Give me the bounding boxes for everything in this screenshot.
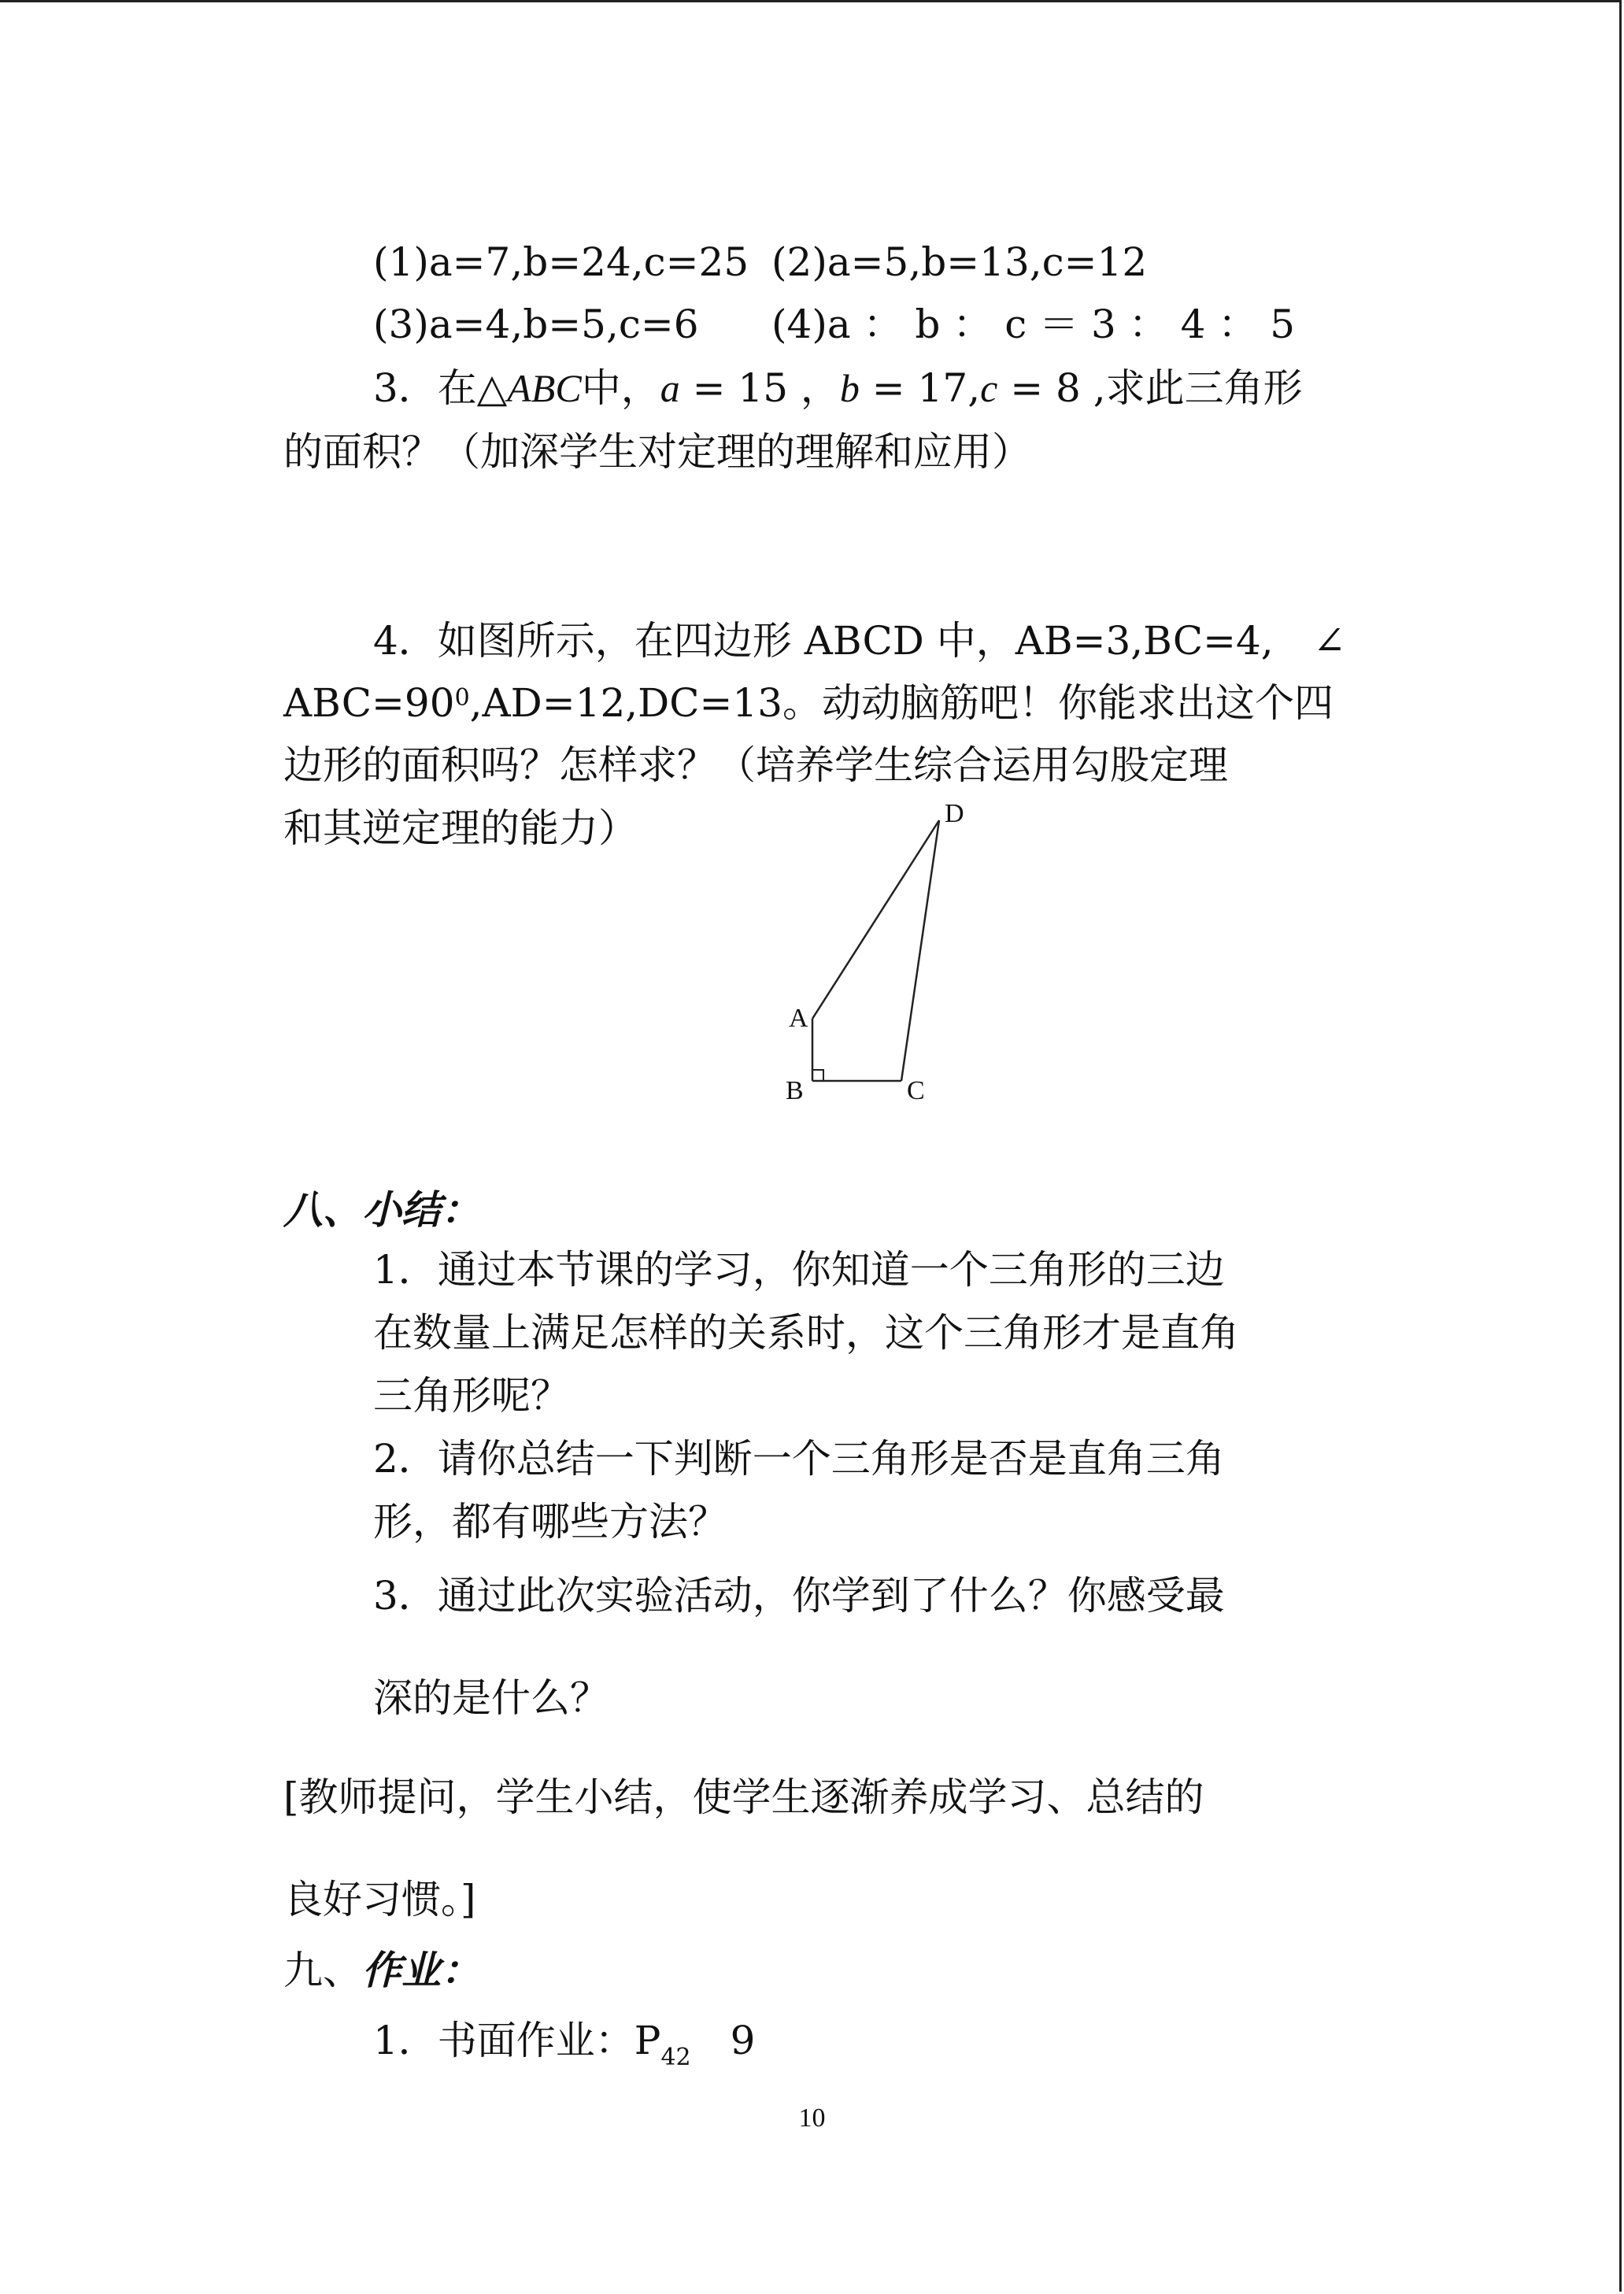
section-9-heading — [283, 1946, 480, 1995]
quadrilateral-figure — [756, 795, 992, 1126]
problem-3-line-2: 的面积？（加深学生对定理的理解和应用） — [283, 429, 1031, 475]
homework-exercise-number: 9 — [690, 2018, 756, 2063]
page-number: 10 — [798, 2103, 826, 2133]
exercise-item-1: (1)a=7,b=24,c=25 — [373, 239, 749, 285]
homework-prefix: 1．书面作业：P — [373, 2018, 661, 2063]
value-a: = 15 ， — [679, 365, 840, 411]
problem-4-line-4: 和其逆定理的能力） — [283, 805, 638, 851]
triangle-name: ABC — [507, 366, 582, 410]
section-9-number: 九、 — [283, 1948, 362, 1993]
exercise-item-3: (3)a=4,b=5,c=6 — [373, 302, 699, 347]
problem-4-line-1: 4．如图所示，在四边形 ABCD 中，AB=3,BC=4, ∠ — [373, 618, 1346, 664]
summary-q1-line-2: 在数量上满足怎样的关系时，这个三角形才是直角 — [373, 1310, 1239, 1356]
edge-dc — [901, 820, 939, 1081]
section-9-title: 作业： — [362, 1948, 480, 1993]
summary-q1-line-3: 三角形呢？ — [373, 1373, 570, 1419]
value-b: = 17, — [859, 365, 981, 411]
problem-3-mid: 中， — [581, 365, 660, 411]
value-c: = 8 ,求此三角形 — [997, 365, 1303, 411]
summary-q1-line-1: 1．通过本节课的学习，你知道一个三角形的三边 — [373, 1247, 1225, 1293]
right-angle-mark — [812, 1070, 823, 1081]
summary-q3-line-1: 3．通过此次实验活动，你学到了什么？你感受最 — [373, 1573, 1225, 1619]
section-8-heading: 八、小结： — [283, 1187, 480, 1233]
homework-item-1 — [373, 2016, 755, 2071]
exercise-item-2: (2)a=5,b=13,c=12 — [771, 239, 1148, 285]
teacher-note-line-1: [教师提问，学生小结，使学生逐渐养成学习、总结的 — [283, 1774, 1204, 1820]
edge-ad — [812, 820, 939, 1019]
var-a: a — [660, 366, 680, 410]
label-d: D — [945, 799, 964, 828]
summary-q2-line-1: 2．请你总结一下判断一个三角形是否是直角三角 — [373, 1436, 1225, 1482]
problem-4-angle: ABC=90 — [283, 680, 455, 726]
problem-4-line-2 — [283, 679, 1334, 727]
label-b: B — [786, 1076, 804, 1105]
var-c: c — [980, 366, 998, 410]
exercise-item-4: (4)a ： b ： c ＝ 3 ： 4 ： 5 — [771, 302, 1296, 347]
summary-q2-line-2: 形，都有哪些方法？ — [373, 1499, 727, 1545]
label-a: A — [789, 1004, 808, 1033]
problem-4-rest: ,AD=12,DC=13。动动脑筋吧！你能求出这个四 — [469, 680, 1334, 726]
problem-3-prefix: 3．在△ — [373, 365, 508, 411]
label-c: C — [907, 1076, 925, 1105]
teacher-note-line-2: 良好习惯。] — [283, 1877, 476, 1922]
problem-4-line-3: 边形的面积吗？怎样求？（培养学生综合运用勾股定理 — [283, 742, 1228, 788]
homework-page-subscript: 42 — [660, 2044, 691, 2071]
summary-q3-line-2: 深的是什么？ — [373, 1675, 609, 1721]
degree-superscript: 0 — [454, 684, 470, 712]
problem-3-line-1 — [373, 364, 1303, 413]
var-b: b — [839, 366, 860, 410]
